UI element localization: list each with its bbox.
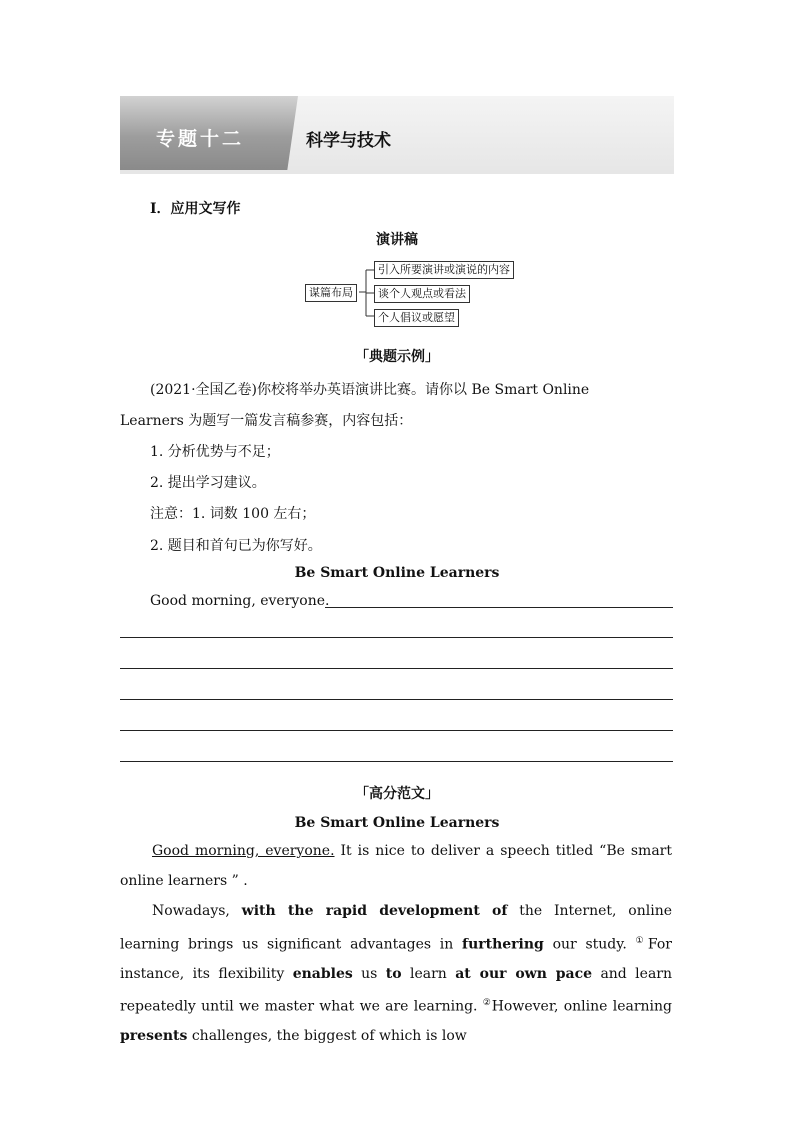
- model-text: learn: [401, 965, 456, 982]
- model-title: Be Smart Online Learners: [294, 815, 500, 831]
- diagram-branch-1: 引入所要演讲或演说的内容: [374, 261, 514, 279]
- model-text: However, online learning: [491, 998, 672, 1015]
- diagram-root: 谋篇布局: [305, 284, 357, 302]
- essay-opening: Good morning, everyone.: [150, 593, 330, 609]
- writing-line: [120, 730, 673, 731]
- key-phrase: to: [385, 965, 402, 982]
- writing-line: [120, 668, 673, 669]
- model-text: and learn repeatedly until we master what we are learning.: [120, 965, 672, 1015]
- prompt-item-2: 2. 提出学习建议。: [150, 475, 266, 491]
- prompt-line-1: (2021·全国乙卷)你校将举办英语演讲比赛。请你以 Be Smart Online: [150, 382, 590, 398]
- chapter-number: 专题十二: [156, 128, 245, 150]
- prompt-note-2: 2. 题目和首句已为你写好。: [150, 538, 322, 554]
- marker-1: ①: [635, 935, 648, 946]
- model-paragraph-1: [120, 837, 672, 896]
- key-phrase: enables: [292, 965, 353, 982]
- model-paragraph-2: [120, 897, 672, 1052]
- key-phrase: at our own pace: [455, 965, 593, 982]
- diagram-branch-3: 个人倡议或愿望: [374, 309, 459, 327]
- essay-title: Be Smart Online Learners: [294, 565, 500, 581]
- key-phrase: furthering: [462, 936, 544, 953]
- genre-title: 演讲稿: [376, 232, 418, 248]
- writing-line: [120, 637, 673, 638]
- model-text: It is nice to deliver a speech titled “Be smart online learners ” .: [120, 843, 672, 889]
- model-text: Nowadays,: [152, 903, 242, 919]
- marker-2: ②: [482, 998, 492, 1009]
- model-text: challenges, the biggest of which is low: [187, 1028, 467, 1045]
- chapter-banner: [120, 96, 674, 174]
- underlined-greeting: Good morning, everyone.: [152, 843, 335, 859]
- model-text: For instance, its flexibility: [120, 936, 672, 982]
- key-phrase: with the rapid development of: [241, 903, 508, 919]
- model-text: the Internet, online learning brings us significant advantages in: [120, 903, 672, 953]
- prompt-item-1: 1. 分析优势与不足；: [150, 444, 280, 460]
- model-heading: 「高分范文」: [355, 786, 439, 802]
- prompt-note-1: 注意：1. 词数 100 左右；: [150, 506, 316, 522]
- chapter-title: 科学与技术: [306, 131, 391, 151]
- diagram-branch-2: 谈个人观点或看法: [374, 285, 470, 303]
- prompt-line-2: Learners 为题写一篇发言稿参赛，内容包括：: [120, 413, 413, 429]
- model-text: our study.: [543, 936, 636, 953]
- key-phrase: presents: [120, 1028, 188, 1045]
- section-title: Ⅰ．应用文写作: [150, 201, 241, 217]
- example-heading: 「典题示例」: [355, 349, 439, 365]
- model-text: us: [352, 965, 386, 982]
- writing-line: [120, 761, 673, 762]
- writing-line: [325, 607, 673, 608]
- writing-line: [120, 699, 673, 700]
